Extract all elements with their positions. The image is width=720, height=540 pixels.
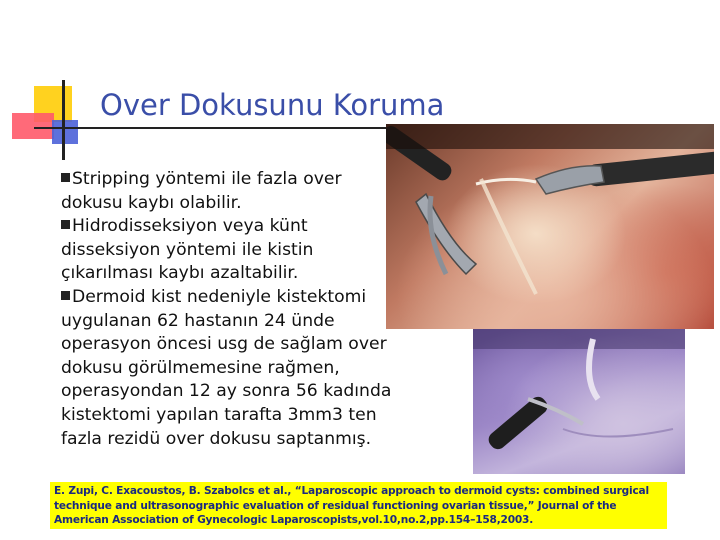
square-bullet-icon: [61, 220, 70, 229]
bullet-item: [61, 168, 393, 215]
bullet-text: Dermoid kist nedeniyle kistektomi uygulanan 62 hastanın 24 ünde operasyon öncesi usg de sağlam over dokusu görülmemesine rağmen, operasyondan 12 ay sonra 56 kadında kistektomi yapılan tarafta 3mm3 ten fazla rezidü over dokusu saptanmış.: [61, 286, 392, 449]
decor-square-blue: [52, 120, 78, 144]
bullet-text: Stripping yöntemi ile fazla over dokusu kaybı olabilir.: [61, 169, 342, 213]
surgical-photo-bottom: [473, 329, 685, 474]
bullet-item: [61, 215, 393, 286]
square-bullet-icon: [61, 173, 70, 182]
bullet-text: Hidrodisseksiyon veya künt disseksiyon yöntemi ile kistin çıkarılması kaybı azaltabilir.: [61, 216, 314, 284]
square-bullet-icon: [61, 291, 70, 300]
bullet-list: [61, 168, 393, 451]
surgical-instruments-top: [386, 124, 714, 329]
slide-title: Over Dokusunu Koruma: [100, 88, 445, 122]
citation-box: E. Zupi, C. Exacoustos, B. Szabolcs et al., “Laparoscopic approach to dermoid cysts: combined surgical technique and ultrasonographic evaluation of residual functioning ovarian tissue,” Journal of the American Association of Gynecologic Laparoscopists,vol.10,no.2,pp.154–158,2003.: [50, 482, 667, 529]
decor-square-red: [12, 113, 54, 139]
surgical-photo-top: [386, 124, 714, 329]
decor-vertical-line: [62, 80, 65, 160]
bullet-item: [61, 286, 393, 451]
surgical-instruments-bottom: [473, 329, 685, 474]
